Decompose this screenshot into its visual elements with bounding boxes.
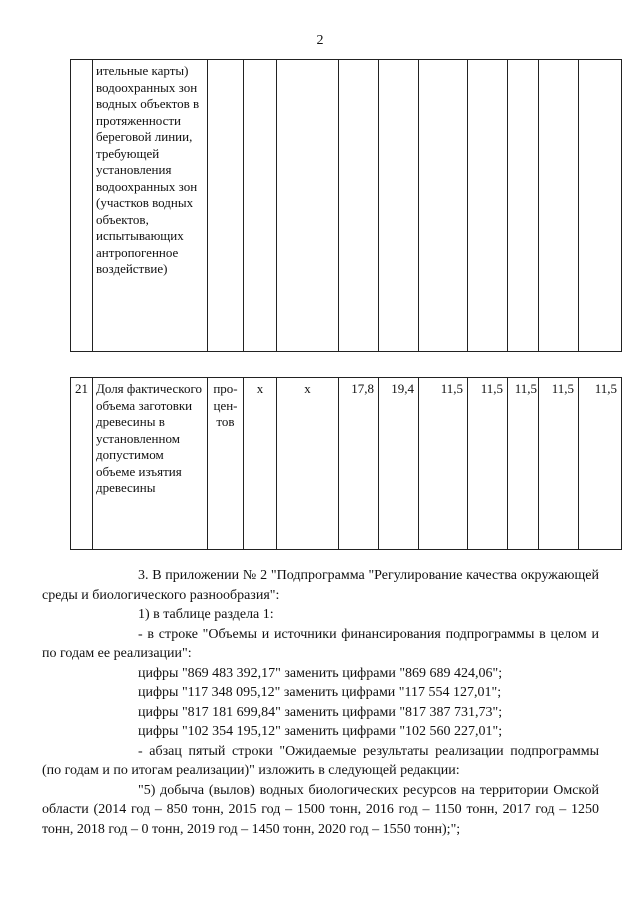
value-cell: 11,5 [508,378,539,550]
paragraph: 1) в таблице раздела 1: [138,607,274,622]
paragraph: цифры "817 181 699,84" заменить цифрами "817 387 731,73"; [138,704,503,720]
table-row [71,378,622,550]
value-cell: 11,5 [579,378,622,550]
value-cell: 19,4 [379,378,419,550]
value-cell: 11,5 [419,378,468,550]
table-row [71,60,622,352]
indicator-cell: ительные карты) водоохранных зон водных объектов в протяженности береговой линии, требующей установления водоохранных зон (участков водных объектов, испытывающих антропогенное воздействие) [93,60,208,352]
value-cell: 17,8 [339,378,379,550]
paragraph: "5) добыча (вылов) водных биологических ресурсов на территории Омской области (2014 год – 850 тонн, 2015 год – 1500 тонн, 2016 год – 1150 тонн, 2017 год – 1250 тонн, 2018 год – 0 тонн, 2019 год – 1450 тонн, 2020 год – 1550 тонн);"; [42,782,599,837]
unit-cell: про- цен- тов [208,378,244,550]
table-continued [70,59,622,352]
paragraph: - абзац пятый строки "Ожидаемые результаты реализации подпрограммы (по годам и по итогам реализации)" изложить в следующей редакции: [42,743,599,778]
paragraph: цифры "117 348 095,12" заменить цифрами "117 554 127,01"; [138,685,502,700]
page-number: 2 [316,33,324,48]
document-body [42,566,599,839]
value-cell: 11,5 [468,378,508,550]
value-cell: x [244,378,277,550]
paragraph: - в строке "Объемы и источники финансирования подпрограммы в целом и по годам ее реализации": [42,626,599,661]
value-cell: x [277,378,339,550]
row-number: 21 [71,378,93,550]
paragraph: 3. В приложении № 2 "Подпрограмма "Регулирование качества окружающей среды и биологического разнообразия": [42,568,599,603]
value-cell: 11,5 [539,378,579,550]
table-row-21 [70,377,622,550]
indicator-cell: Доля фактического объема заготовки древесины в установленном допустимом объеме изъятия древесины [93,378,208,550]
paragraph: цифры "102 354 195,12" заменить цифрами "102 560 227,01"; [138,724,503,739]
paragraph: цифры "869 483 392,17" заменить цифрами "869 689 424,06"; [138,665,503,681]
